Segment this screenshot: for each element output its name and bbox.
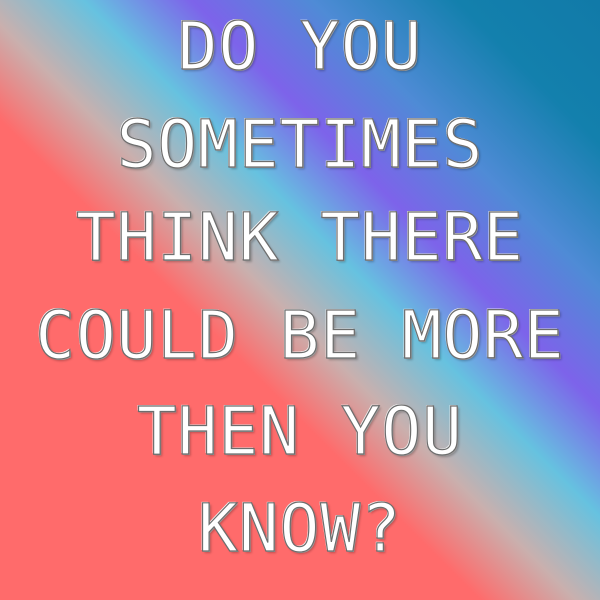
quote-line-5: THEN YOU <box>137 393 463 470</box>
quote-line-4: COULD BE MORE <box>35 297 565 374</box>
quote-line-1: DO YOU <box>177 8 423 85</box>
quote-line-3: THINK THERE <box>75 199 525 276</box>
quote-line-2: SOMETIMES <box>116 106 484 183</box>
quote-line-6: KNOW? <box>198 490 402 567</box>
